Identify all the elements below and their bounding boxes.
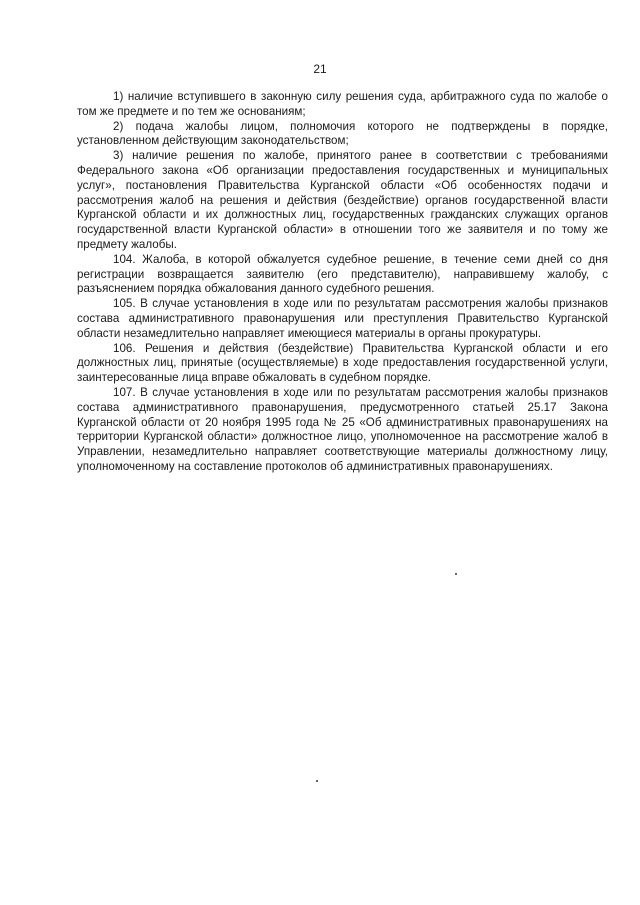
paragraph-item-1: 1) наличие вступившего в законную силу решения суда, арбитражного суда по жалобе о том же предмете и по тем же основаниям; xyxy=(77,90,608,118)
paragraph-107: 107. В случае установления в ходе или по результатам рассмотрения жалобы признаков состава административного правонарушения, предусмотренного статьей 25.17 Закона Курганской области от 20 ноября 1995 года № 25 «Об административных правонарушениях на территории Курганской области» должностное лицо, уполномоченное на рассмотрение жалоб в Управлении, незамедлительно направляет соответствующие материалы должностному лицу, уполномоченному на составление протоколов об административных правонарушениях. xyxy=(77,385,608,473)
paragraph-item-2: 2) подача жалобы лицом, полномочия которого не подтверждены в порядке, установленном действующим законодательством; xyxy=(77,119,608,148)
paragraph-105: 105. В случае установления в ходе или по результатам рассмотрения жалобы признаков состава административного правонарушения или преступления Правительство Курганской области незамедлительно направляет имеющиеся материалы в органы прокуратуры. xyxy=(77,297,608,340)
document-body xyxy=(77,90,608,475)
paragraph-104: 104. Жалоба, в которой обжалуется судебное решение, в течение семи дней со дня регистрации возвращается заявителю (его представителю), направившему жалобу, с разъяснением порядка обжалования данного судебного решения. xyxy=(77,252,608,296)
page-number: 21 xyxy=(313,62,327,76)
scan-speck xyxy=(316,780,318,782)
scan-speck xyxy=(455,573,457,575)
paragraph-item-3: 3) наличие решения по жалобе, принятого ранее в соответствии с требованиями Федерального закона «Об организации предоставления государственных и муниципальных услуг», постановления Правительства Курганской области «Об особенностях подачи и рассмотрения жалоб на решения и действия (бездействие) органов государственной власти Курганской области и их должностных лиц, государственных гражданских служащих органов государственной власти Курганской области» в отношении того же заявителя и по тому же предмету жалобы. xyxy=(77,149,608,251)
paragraph-106: 106. Решения и действия (бездействие) Правительства Курганской области и его должностных лиц, принятые (осуществляемые) в ходе предоставления государственной услуги, заинтересованные лица вправе обжаловать в судебном порядке. xyxy=(77,341,608,385)
